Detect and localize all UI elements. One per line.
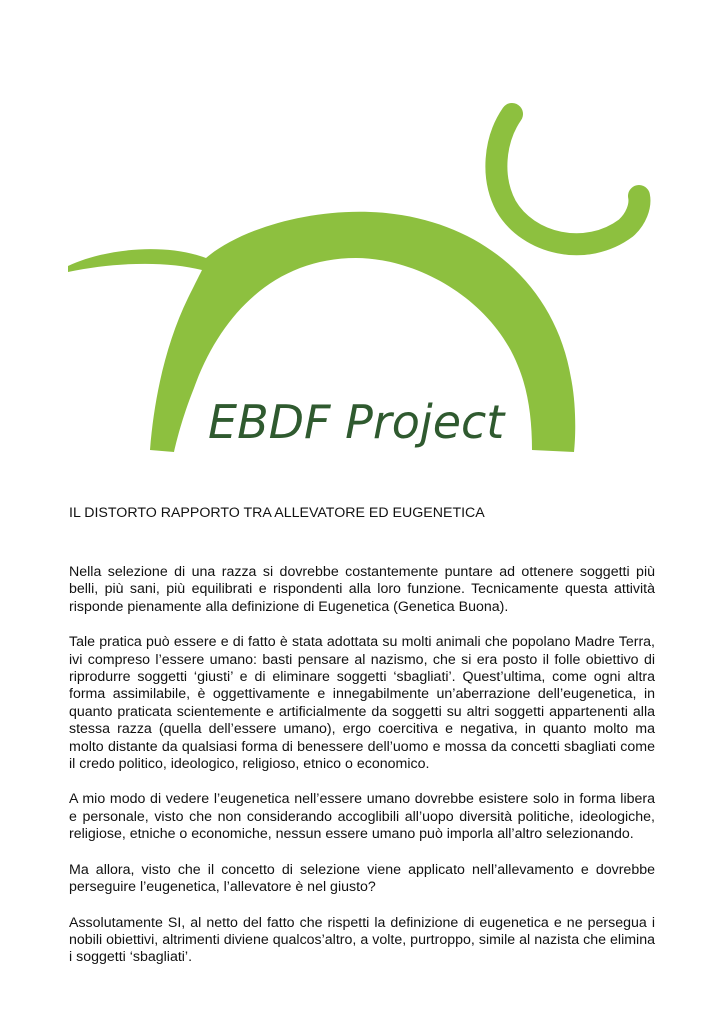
paragraph-1: Nella selezione di una razza si dovrebbe costantemente puntare ad ottenere soggetti più belli, più sani, più equilibrati e rispondenti alla loro funzione. Tecnicamente questa attività risponde pienamente alla definizione di Eugenetica (Genetica Buona). (69, 564, 655, 615)
logo-wordmark: EBDF Project (208, 395, 505, 449)
paragraph-4: Ma allora, visto che il concetto di selezione viene applicato nell’allevamento e dovrebbe perseguire l’eugenetica, l’allevatore è nel giusto? (69, 861, 655, 896)
ebdf-logo (66, 98, 658, 458)
document-title: IL DISTORTO RAPPORTO TRA ALLEVATORE ED EUGENETICA (69, 505, 485, 521)
ebdf-logo-graphic (66, 98, 658, 458)
document-body (69, 564, 655, 985)
paragraph-5: Assolutamente SI, al netto del fatto che rispetti la definizione di eugenetica e ne persegua i nobili obiettivi, altrimenti diviene qualcos’altro, a volte, purtroppo, simile al nazista che elimina i soggetti ‘sbagliati’. (69, 914, 655, 966)
paragraph-3: A mio modo di vedere l’eugenetica nell’essere umano dovrebbe esistere solo in forma libera e personale, visto che non considerando accoglibili all’uopo diversità politiche, ideologiche, religiose, etniche o economiche, nessun essere umano può imporla all’altro selezionando. (69, 791, 655, 843)
paragraph-2: Tale pratica può essere e di fatto è stata adottata su molti animali che popolano Madre Terra, ivi compreso l’essere umano: basti pensare al nazismo, che si era posto il folle obiettivo di riprodurre soggetti ‘giusti’ e di eliminare soggetti ‘sbagliati’. Quest’ultima, come ogni altra forma assimilabile, è oggettivamente e innegabilmente un’aberrazione dell’eugenetica, in quanto praticata scientemente e artificialmente da soggetti su altri soggetti appartenenti alla stessa razza (quella dell’essere umano), ergo coercitiva e negativa, in quanto molto ma molto distante da qualsiasi forma di benessere dell’uomo e mossa da concetti sbagliati come il credo politico, ideologico, religioso, etnico o economico. (69, 634, 655, 773)
logo-hook-shape (496, 114, 639, 244)
